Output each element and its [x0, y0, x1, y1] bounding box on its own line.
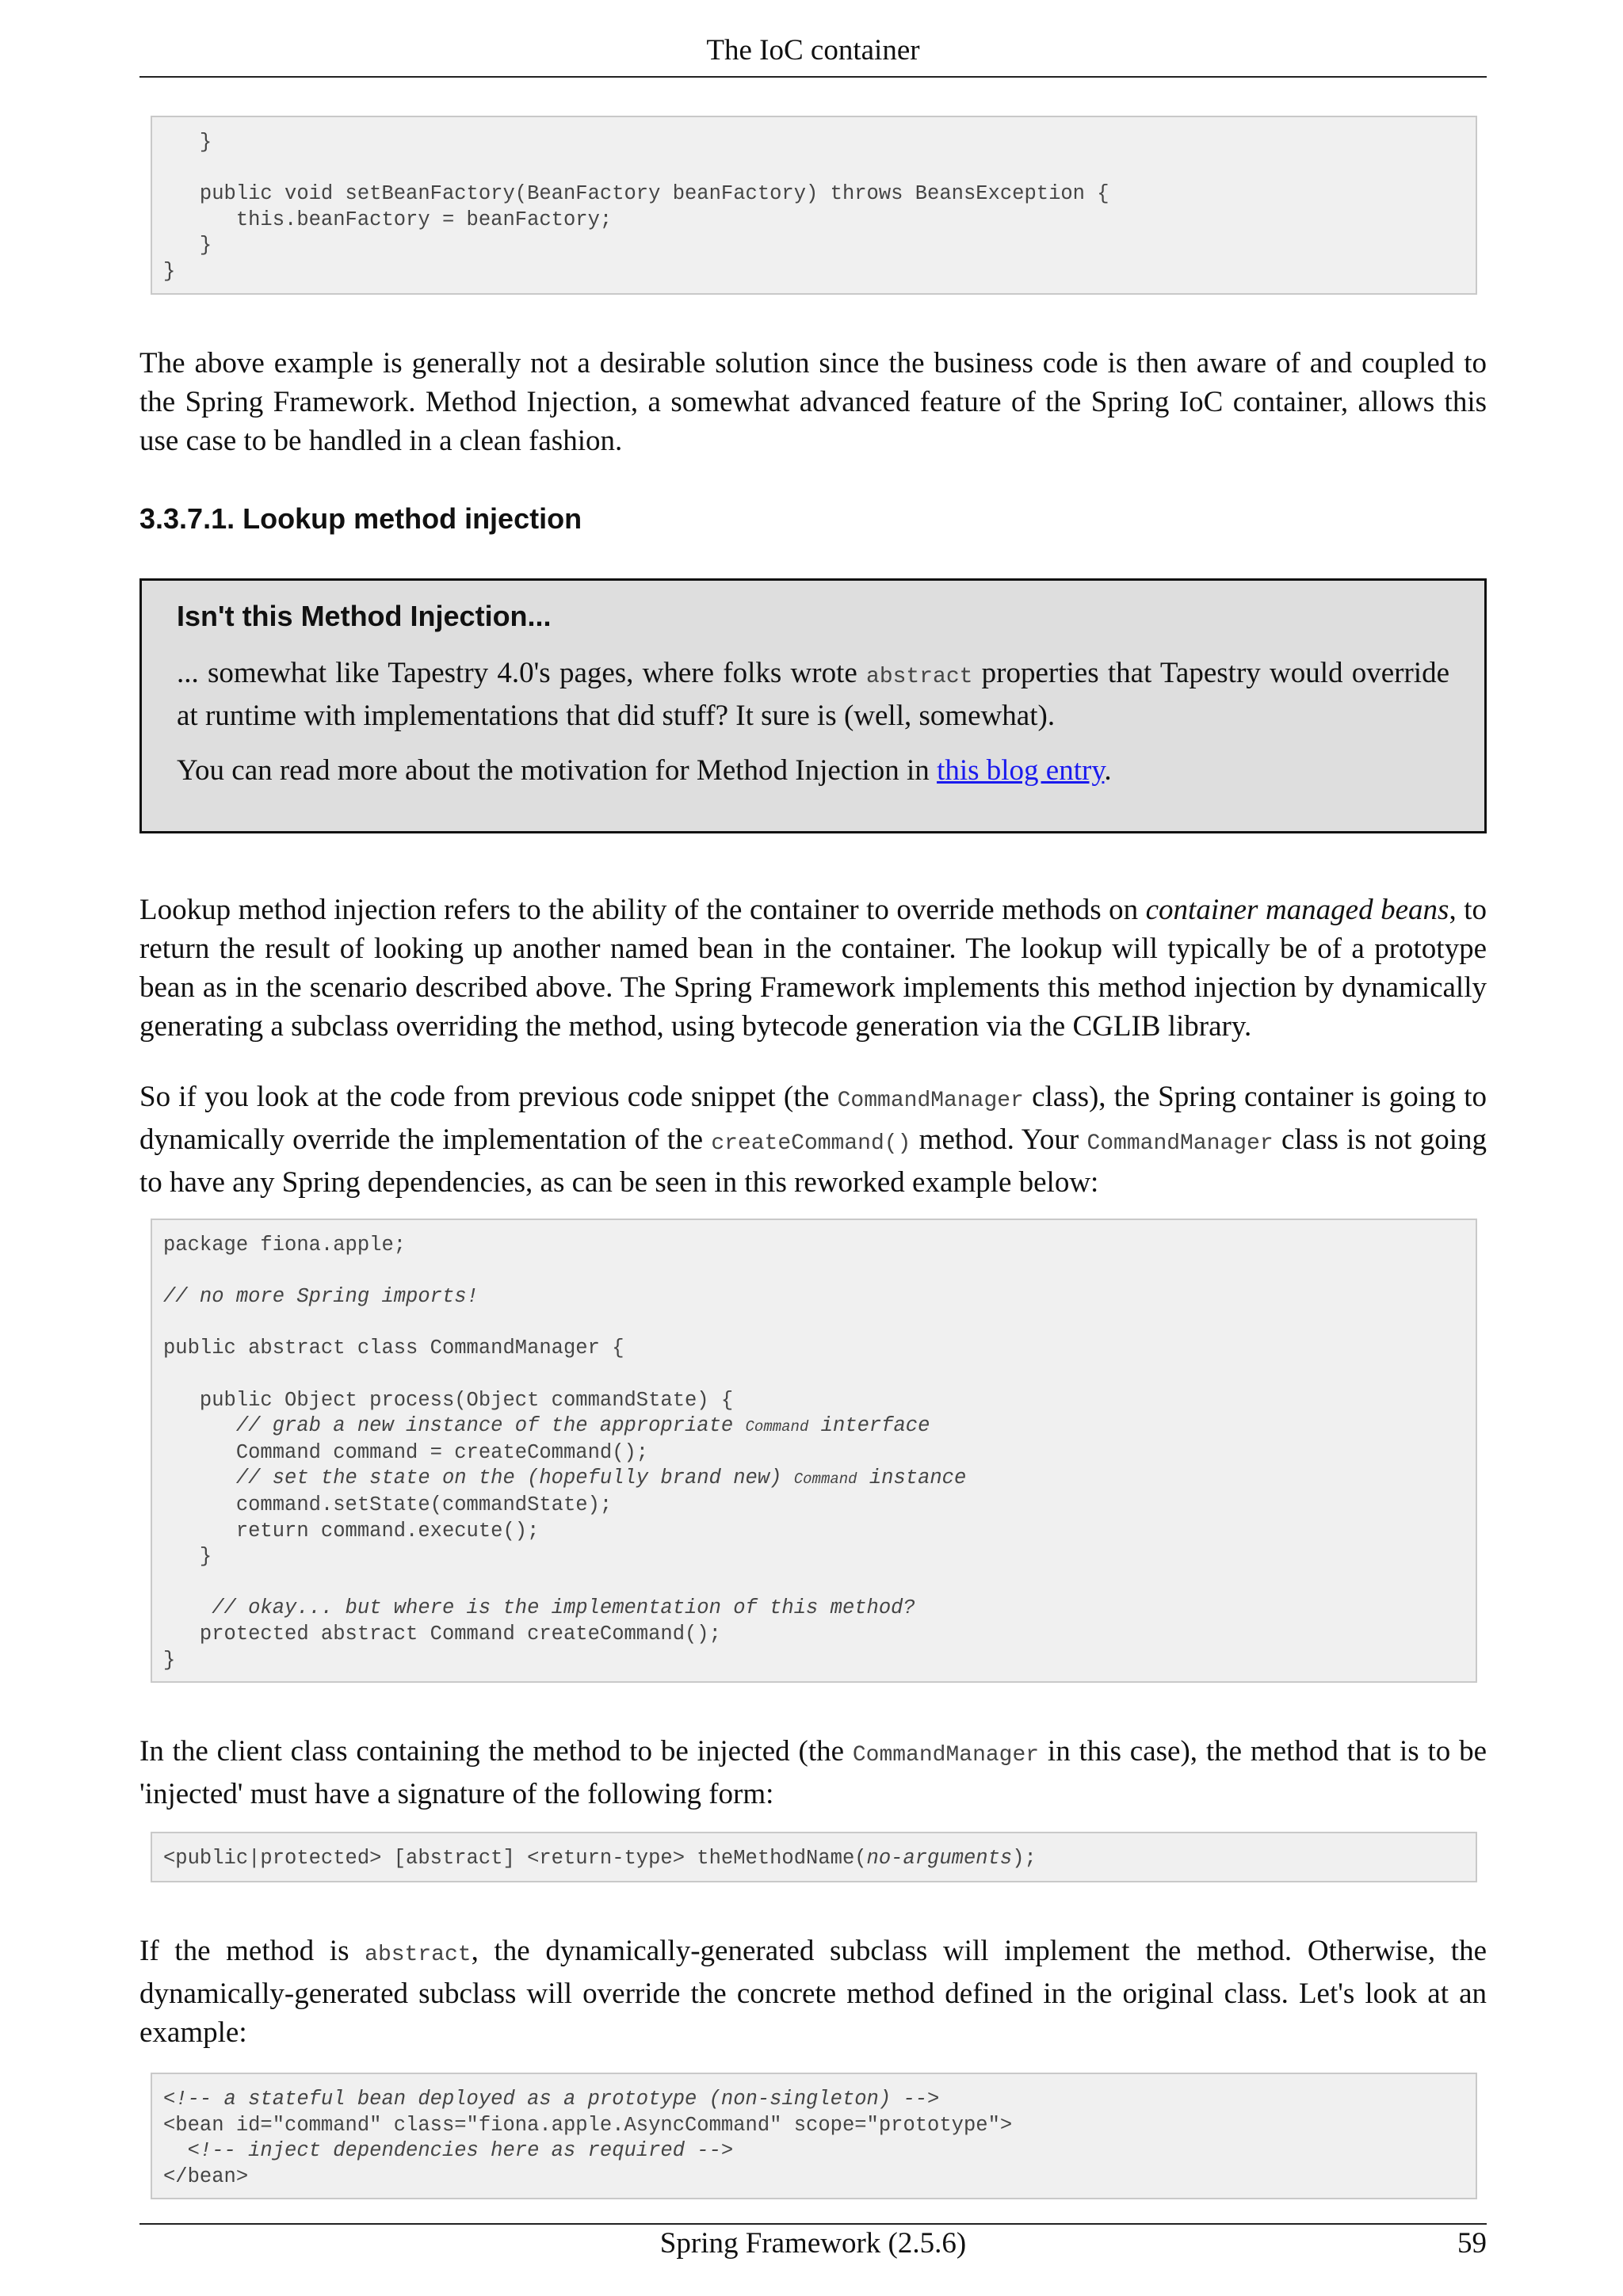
inline-code: createCommand(): [711, 1131, 911, 1156]
inline-code: CommandManager: [1086, 1131, 1274, 1156]
code-line: public void setBeanFactory(BeanFactory beanFactory) throws BeansException {: [163, 182, 1109, 206]
note-paragraph-1: ... somewhat like Tapestry 4.0's pages, where folks wrote abstract properties that Tapestry would override at runtime with implementations that did stuff? It sure is (well, somewhat).: [177, 657, 1450, 732]
paragraph-intro: The above example is generally not a desirable solution since the business code is then aware of and coupled to the Spring Framework. Method Injection, a somewhat advanced feature of the Spring IoC container, allows this use case to be handled in a clean fashion.: [139, 347, 1487, 457]
footer-title: Spring Framework (2.5.6): [659, 2227, 967, 2260]
code-block-signature: <public|protected> [abstract] <return-type> theMethodName(no-arguments);: [151, 1832, 1477, 1882]
paragraph-client-class: In the client class containing the method to be injected (the CommandManager in this case), the method that is to be 'injected' must have a signature of the following form:: [139, 1735, 1487, 1810]
page-number: 59: [1457, 2227, 1487, 2260]
inline-code: abstract: [866, 665, 973, 689]
code-block-bean-xml: <!-- a stateful bean deployed as a prototype (non-singleton) --> <bean id="command" class="fiona.apple.AsyncCommand" scope="prototype"> <!-- inject dependencies here as required --> </bean>: [151, 2073, 1477, 2199]
emphasis: container managed beans: [1145, 894, 1449, 926]
inline-code: CommandManager: [837, 1089, 1024, 1113]
code-line: this.beanFactory = beanFactory;: [163, 208, 613, 231]
section-heading: 3.3.7.1. Lookup method injection: [139, 502, 582, 535]
note-box: [139, 578, 1487, 833]
code-block-commandmanager: package fiona.apple; // no more Spring imports! public abstract class CommandManager { public Object process(Object commandState) { // grab a new instance of the appropriate Command interface Command command = createCommand(); // set the state on the (hopefully brand new) Command instance command.setState(commandState); return command.execute(); } // okay... but where is the implementation of this method? protected abstract Command createCommand(); }: [151, 1219, 1477, 1683]
note-paragraph-2: You can read more about the motivation for Method Injection in this blog entry.: [177, 754, 1112, 787]
paragraph-abstract-method: If the method is abstract, the dynamically-generated subclass will implement the method. Otherwise, the dynamically-generated subclass will override the concrete method defined in the original class. Let's look at an example:: [139, 1935, 1487, 2049]
code-line: }: [163, 259, 176, 283]
blog-entry-link[interactable]: this blog entry: [937, 754, 1105, 787]
code-line: }: [163, 131, 212, 154]
paragraph-code-snippet: So if you look at the code from previous code snippet (the CommandManager class), the Spring container is going to dynamically override the implementation of the createCommand() method. Your CommandManager class is not going to have any Spring dependencies, as can be seen in this reworked example below:: [139, 1081, 1487, 1199]
code-line: }: [163, 234, 212, 257]
page-header-title: The IoC container: [706, 34, 920, 67]
paragraph-lookup-method: Lookup method injection refers to the ability of the container to override methods on container managed beans, to return the result of looking up another named bean in the container. The lookup will typically be of a prototype bean as in the scenario described above. The Spring Framework implements this method injection by dynamically generating a subclass overriding the method, using bytecode generation via the CGLIB library.: [139, 894, 1487, 1043]
note-title: Isn't this Method Injection...: [177, 600, 552, 632]
code-block-setbeanfactory: [151, 116, 1477, 295]
header-rule: [139, 76, 1487, 78]
inline-code: CommandManager: [852, 1743, 1040, 1768]
inline-code: abstract: [365, 1943, 472, 1967]
